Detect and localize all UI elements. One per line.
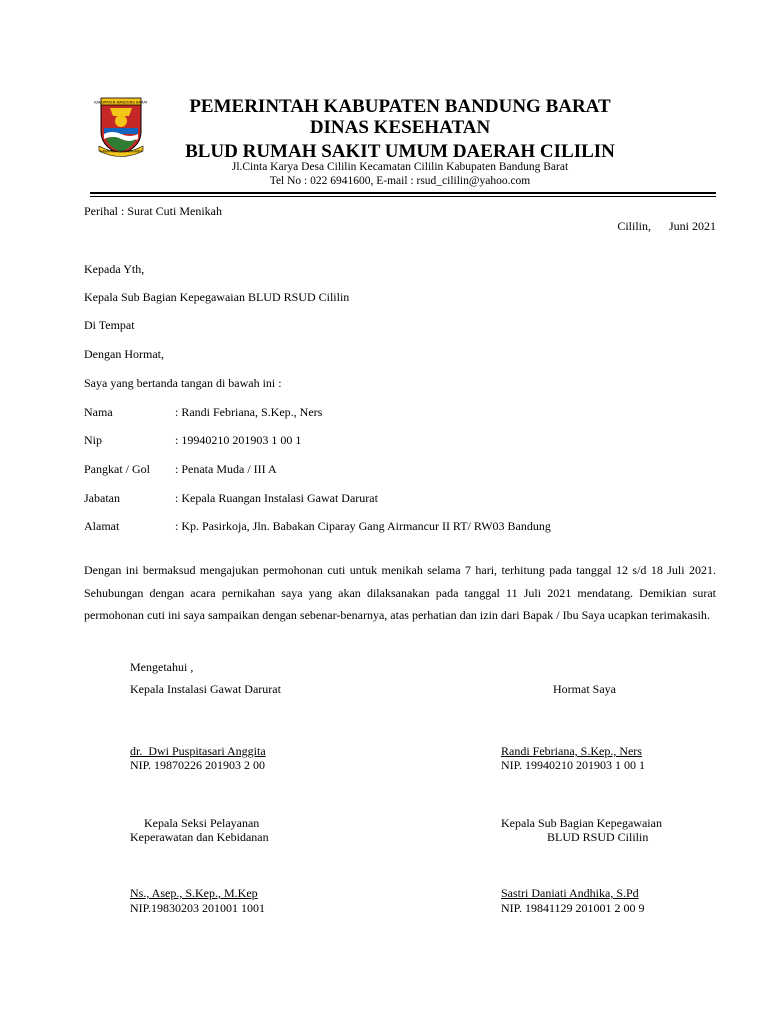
acknowledged-label: Mengetahui , <box>130 660 194 674</box>
field-label-pangkat: Pangkat / Gol <box>84 462 150 476</box>
left-signer-name: dr. Dwi Puspitasari Anggita <box>130 744 266 758</box>
letterhead-government: PEMERINTAH KABUPATEN BANDUNG BARAT <box>189 96 611 117</box>
subject-line: Perihal : Surat Cuti Menikah <box>84 204 222 218</box>
right-signer-nip: NIP. 19940210 201903 1 00 1 <box>501 758 646 772</box>
left2-signer-title-a: Kepala Seksi Pelayanan <box>144 816 260 830</box>
letter-body: Dengan ini bermaksud mengajukan permohonan cuti untuk menikah selama 7 hari, terhitung pada tanggal 12 s/d 18 Juli 2021. Sehubungan dengan acara pernikahan saya yang akan dilaksanakan pada tanggal 11 Juli 2021 mendatang. Demikian surat permohonan cuti ini saya sampaikan dengan sebenar-benarnya, atas perhatian dan izin dari Bapak / Ibu Saya ucapkan terimakasih. <box>84 563 716 622</box>
greeting: Dengan Hormat, <box>84 347 164 361</box>
field-value-nama: : Randi Febriana, S.Kep., Ners <box>175 405 323 419</box>
left2-signer-name: Ns., Asep., S.Kep., M.Kep <box>130 886 258 900</box>
svg-text:GAWIRAHA CIPTA RAHARJA: GAWIRAHA CIPTA RAHARJA <box>99 149 143 154</box>
recipient: Kepala Sub Bagian Kepegawaian BLUD RSUD Cililin <box>84 290 350 304</box>
right2-signer-nip: NIP. 19841129 201001 2 00 9 <box>501 901 645 915</box>
right2-signer-title-a: Kepala Sub Bagian Kepegawaian <box>501 816 662 830</box>
letter-date: Cililin, Juni 2021 <box>617 219 716 233</box>
field-value-nip: : 19940210 201903 1 00 1 <box>175 433 302 447</box>
letterhead-address: Jl.Cinta Karya Desa Cililin Kecamatan Cililin Kabupaten Bandung Barat <box>231 161 569 173</box>
field-label-jabatan: Jabatan <box>84 491 120 505</box>
letterhead-hospital: BLUD RUMAH SAKIT UMUM DAERAH CILILIN <box>185 141 615 162</box>
letterhead-rule-thin <box>90 196 716 197</box>
field-value-jabatan: : Kepala Ruangan Instalasi Gawat Darurat <box>175 491 378 505</box>
field-label-nama: Nama <box>84 405 113 419</box>
right-signer-title: Hormat Saya <box>553 682 616 696</box>
right-signer-name: Randi Febriana, S.Kep., Ners <box>501 744 642 758</box>
intro-line: Saya yang bertanda tangan di bawah ini : <box>84 376 282 390</box>
left2-signer-title-b: Keperawatan dan Kebidanan <box>130 830 269 844</box>
salutation-to: Kepada Yth, <box>84 262 145 276</box>
letterhead-contact: Tel No : 022 6941600, E-mail : rsud_cililin@yahoo.com <box>269 175 531 187</box>
recipient-place: Di Tempat <box>84 318 135 332</box>
field-value-alamat: : Kp. Pasirkoja, Jln. Babakan Ciparay Gang Airmancur II RT/ RW03 Bandung <box>175 519 551 533</box>
left-signer-nip: NIP. 19870226 201903 2 00 <box>130 758 266 772</box>
letterhead-rule-thick <box>90 192 716 194</box>
field-label-alamat: Alamat <box>84 519 120 533</box>
field-value-pangkat: : Penata Muda / III A <box>175 462 277 476</box>
right2-signer-name: Sastri Daniati Andhika, S.Pd <box>501 886 639 900</box>
letterhead-department: DINAS KESEHATAN <box>309 117 491 138</box>
svg-text:KABUPATEN BANDUNG BARAT: KABUPATEN BANDUNG BARAT <box>94 100 148 105</box>
right2-signer-title-b: BLUD RSUD Cililin <box>547 830 649 844</box>
field-label-nip: Nip <box>84 433 102 447</box>
left2-signer-nip: NIP.19830203 201001 1001 <box>130 901 266 915</box>
left-signer-title: Kepala Instalasi Gawat Darurat <box>130 682 281 696</box>
